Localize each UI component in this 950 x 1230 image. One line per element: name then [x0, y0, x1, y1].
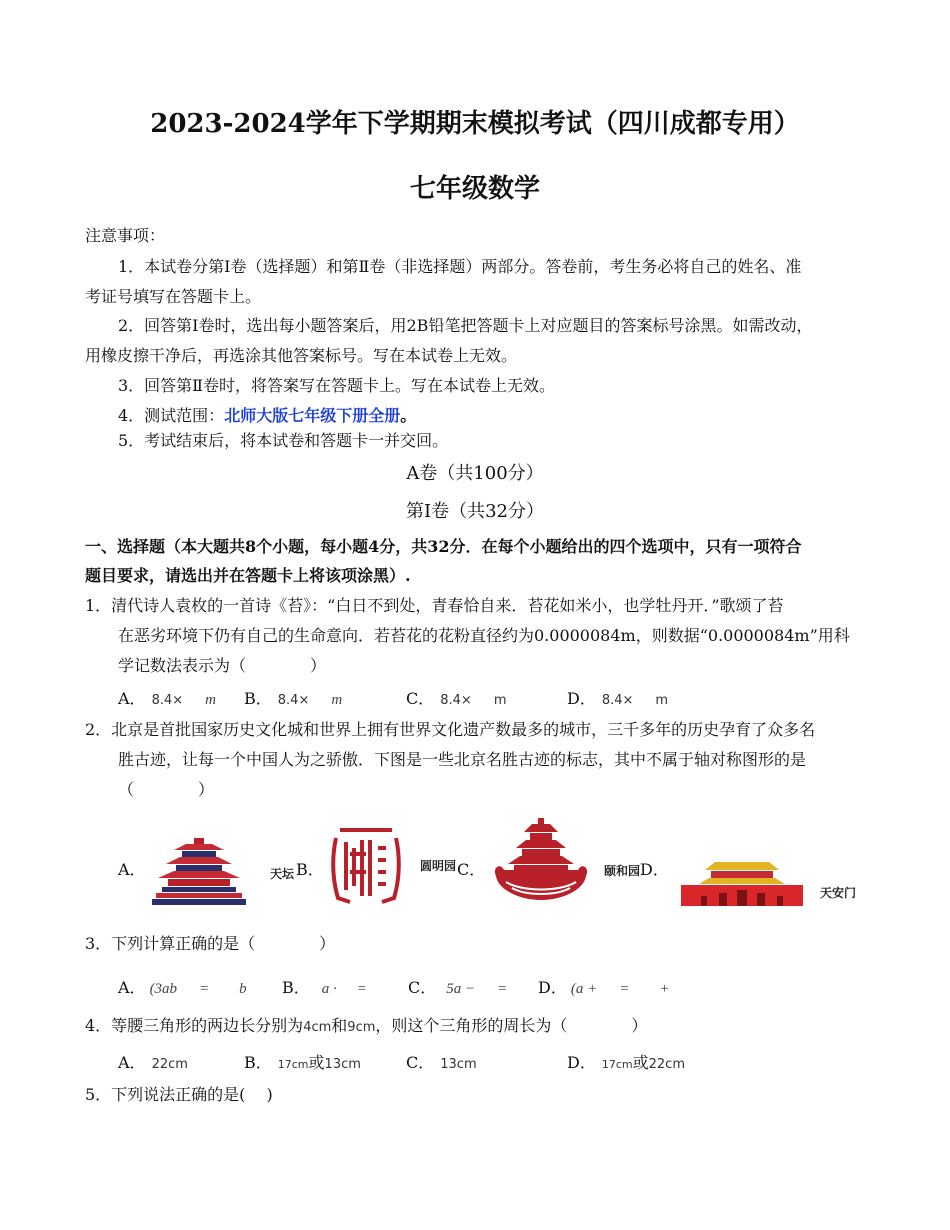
- q1-line3: 学记数法表示为（ ）: [118, 656, 327, 675]
- notice-heading: 注意事项：: [85, 226, 166, 245]
- q2-option-a-label[interactable]: A．: [118, 860, 146, 879]
- notice-item-5: 5．考试结束后，将本试卷和答题卡一并交回。: [118, 431, 449, 450]
- q1-line1: 1．清代诗人袁枚的一首诗《苔》：“白日不到处，青春恰自来．苔花如米小，也学牡丹开．”歌颂了苔: [85, 596, 784, 615]
- q2-option-b-label[interactable]: B．: [296, 860, 324, 879]
- q3-option-c[interactable]: C． 5a − =: [408, 978, 508, 997]
- q2-line2: 胜古迹，让每一个中国人为之骄傲．下图是一些北京名胜古迹的标志，其中不属于轴对称图形的是: [118, 750, 807, 769]
- q4-option-a[interactable]: A． 22cm: [118, 1053, 188, 1072]
- notice-item-2-line1: 2．回答第Ⅰ卷时，选出每小题答案后，用2B铅笔把答题卡上对应题目的答案标号涂黑。如需改动，: [118, 316, 813, 335]
- q2-line3: （ ）: [118, 780, 215, 799]
- section-instruction-line2: 题目要求，请选出并在答题卡上将该项涂黑）.: [85, 566, 411, 585]
- q2-line1: 2．北京是首批国家历史文化城和世界上拥有世界文化遗产数最多的城市，三千多年的历史孕育了众多名: [85, 720, 816, 739]
- q2-option-d-label[interactable]: D．: [640, 860, 669, 879]
- q5-stem: 5．下列说法正确的是( ): [85, 1085, 273, 1104]
- exam-subtitle: 七年级数学: [409, 174, 540, 204]
- volume-1-heading: 第Ⅰ卷（共32分）: [405, 501, 544, 522]
- q2-option-c-label[interactable]: C．: [457, 860, 486, 879]
- notice-item-3: 3．回答第Ⅱ卷时，将答案写在答题卡上。写在本试卷上无效。: [118, 376, 556, 395]
- q1-option-a[interactable]: A． 8.4× m: [118, 689, 216, 708]
- q2-option-b-caption: 圆明园: [420, 859, 457, 873]
- yuanmingyuan-logo: [330, 826, 402, 906]
- notice-item-4: [118, 406, 416, 426]
- q3-stem: 3．下列计算正确的是（ ）: [85, 934, 336, 953]
- q3-option-b[interactable]: B． a · =: [282, 978, 367, 997]
- q1-option-b[interactable]: B． 8.4× m: [244, 689, 343, 708]
- notice-item-1-line1: 1．本试卷分第Ⅰ卷（选择题）和第Ⅱ卷（非选择题）两部分。答卷前，考生务必将自己的姓名、准: [118, 257, 802, 276]
- q3-option-a[interactable]: A． (3ab = b: [118, 978, 247, 997]
- notice-item-1-line2: 考证号填写在答题卡上。: [85, 287, 262, 306]
- q4-option-c[interactable]: C． 13cm: [406, 1053, 477, 1072]
- test-scope: 北师大版七年级下册全册: [224, 406, 401, 425]
- q2-option-c-caption: 颐和园: [604, 864, 641, 878]
- exam-title: 2023-2024学年下学期期末模拟考试（四川成都专用）: [150, 109, 800, 139]
- q4-option-d[interactable]: D． 17cm或22cm: [567, 1053, 685, 1072]
- q1-option-d[interactable]: D． 8.4× m: [567, 689, 669, 708]
- notice-item-4-suffix: 。: [400, 406, 417, 425]
- q1-option-c[interactable]: C． 8.4× m: [406, 689, 507, 708]
- notice-item-2-line2: 用橡皮擦干净后，再选涂其他答案标号。写在本试卷上无效。: [85, 346, 518, 365]
- q1-line2: 在恶劣环境下仍有自己的生命意向．若苔花的花粉直径约为0.0000084m，则数据“0.0000084m”用科: [118, 626, 850, 645]
- q2-option-d-caption: 天安门: [820, 886, 857, 900]
- part-a-heading: A卷（共100分）: [406, 463, 544, 484]
- q2-option-a-caption: 天坛: [270, 867, 295, 881]
- q3-option-d[interactable]: D． (a + = +: [538, 978, 670, 997]
- q4-option-b[interactable]: B． 17cm或13cm: [244, 1053, 361, 1072]
- tiananmen-logo: [681, 860, 803, 906]
- q4-stem: 4．等腰三角形的两边长分别为4cm和9cm，则这个三角形的周长为（ ）: [85, 1016, 648, 1035]
- summer-palace-logo: [492, 818, 590, 902]
- temple-of-heaven-logo: [152, 836, 246, 908]
- notice-item-4-prefix: 4．测试范围：: [118, 406, 225, 425]
- section-instruction-line1: 一、选择题（本大题共8个小题，每小题4分，共32分．在每个小题给出的四个选项中，只有一项符合: [85, 537, 802, 556]
